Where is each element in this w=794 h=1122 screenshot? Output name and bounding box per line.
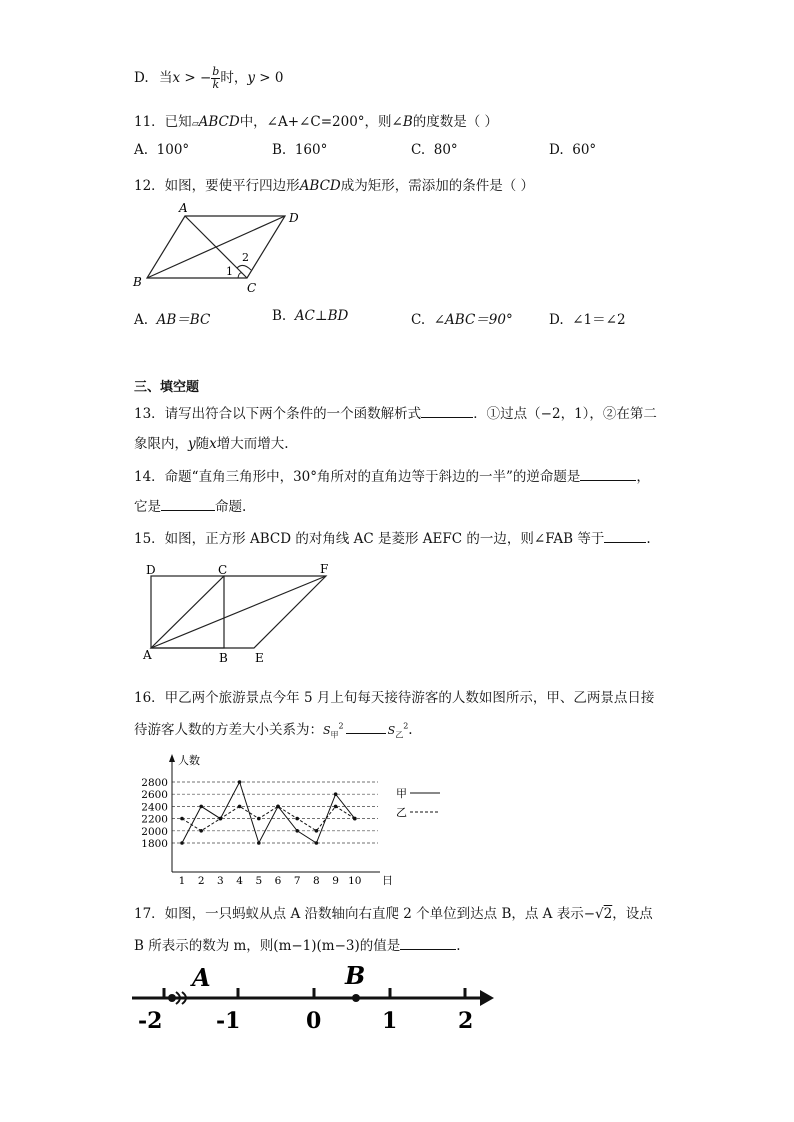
angle-1-arc (238, 273, 242, 278)
chart-y-axis (141, 753, 200, 872)
option-label: D. (549, 142, 564, 158)
q13-line-2 (134, 432, 289, 452)
q14-line2-pre: 它是 (134, 499, 161, 515)
y-tick-label: 2400 (141, 801, 168, 814)
q12-stem (134, 174, 534, 194)
x-tick-label: 8 (313, 875, 320, 887)
q15-stem-post: . (646, 531, 651, 547)
data-point (180, 841, 184, 845)
q15-square-rhombus-figure (140, 560, 340, 670)
option-text: AC⊥BD (294, 308, 349, 324)
s-jia: S (323, 724, 331, 737)
q12-parallelogram-figure (125, 200, 325, 295)
q11-option-c (411, 142, 458, 158)
label-a: A (192, 963, 211, 992)
label-b: B (133, 275, 142, 289)
option-text: AB＝BC (156, 312, 211, 328)
q11-stem-pre: 11．已知 (134, 114, 192, 130)
q13-line1-post: ．①过点（−2，1），②在第二 (473, 406, 657, 422)
q17-number-line (128, 960, 498, 1035)
y-axis-label: 人数 (178, 754, 200, 767)
q17-line1-pre: 17．如图，一只蚂蚁从点 A 沿数轴向右直爬 2 个单位到达点 B，点 A 表示 (134, 906, 584, 922)
sup-yi: 2 (403, 721, 409, 731)
q17-line1-post: ，设点 (612, 906, 653, 922)
q12-abcd: ABCD (299, 178, 341, 194)
label-b: B (219, 651, 228, 665)
x-tick-label: 2 (197, 875, 205, 887)
label-f: F (320, 562, 329, 576)
data-point (276, 805, 280, 809)
var-y: y (188, 436, 196, 452)
data-point (238, 805, 242, 809)
answer-blank[interactable] (346, 721, 386, 734)
label-e: E (255, 651, 264, 665)
data-point (257, 841, 261, 845)
data-point (295, 829, 299, 833)
x-tick-label: 4 (236, 875, 243, 887)
y-tick-label: 2600 (141, 789, 168, 802)
q16-line-2 (134, 718, 413, 741)
option-tail: > 0 (254, 70, 284, 86)
option-text: 60° (572, 142, 597, 158)
option-text-pre: 当 (158, 70, 173, 86)
data-point (238, 780, 242, 784)
answer-blank[interactable] (161, 498, 215, 511)
option-text: ∠1＝∠2 (572, 312, 626, 328)
y-tick-label: 2000 (141, 825, 168, 838)
q11-option-b (272, 142, 327, 158)
q12-option-b (272, 308, 348, 324)
label-a: A (143, 648, 152, 662)
chart-series (180, 780, 356, 845)
sub-yi: 乙 (395, 730, 404, 740)
s-yi: S (387, 724, 396, 737)
q16-line-chart (128, 748, 458, 890)
label-1: 1 (226, 265, 233, 278)
option-label: A. (134, 312, 149, 328)
tick-label-2: 2 (458, 1008, 474, 1034)
answer-blank[interactable] (421, 405, 473, 418)
q14-line-2 (134, 495, 246, 515)
label-c: C (218, 563, 228, 577)
answer-blank[interactable] (400, 937, 456, 950)
tick-label-m2: -2 (138, 1008, 163, 1034)
q12-option-c (411, 308, 513, 328)
x-tick-label: 9 (332, 875, 339, 887)
var-y: y (247, 70, 255, 86)
data-point (353, 817, 357, 821)
sqrt-value: 2 (603, 906, 613, 922)
q12-option-d (549, 308, 626, 328)
section-title: 三、填空题 (134, 380, 200, 395)
q13-line1-pre: 13．请写出符合以下两个条件的一个函数解析式 (134, 406, 422, 422)
x-tick-label: 3 (217, 875, 224, 887)
y-tick-label: 2200 (141, 813, 168, 826)
y-tick-label: 1800 (141, 838, 168, 850)
y-tick-label: 2800 (141, 777, 168, 789)
data-point (334, 805, 338, 809)
chart-legend (396, 787, 440, 819)
q13-line2-pre: 象限内， (134, 436, 188, 452)
tick-label-0: 0 (306, 1008, 322, 1034)
label-b: B (345, 961, 366, 990)
option-label: A. (134, 142, 149, 158)
q14-line1-post: ， (636, 469, 650, 485)
sub-jia: 甲 (330, 730, 339, 740)
legend-label: 乙 (396, 806, 407, 819)
x-tick-label: 10 (348, 875, 362, 887)
sqrt-icon: √ (595, 906, 604, 922)
minus-sign: − (583, 906, 596, 922)
data-point (180, 817, 184, 821)
q12-stem-pre: 12．如图，要使平行四边形 (134, 178, 300, 194)
q15-stem-pre: 15．如图，正方形 ABCD 的对角线 AC 是菱形 AEFC 的一边，则∠FAB 等于 (134, 531, 605, 547)
data-point (334, 792, 338, 796)
diagonal-bd (147, 216, 285, 278)
option-label: D. (134, 70, 149, 86)
option-text: 160° (294, 142, 328, 158)
q12-stem-post: 成为矩形，需添加的条件是（ ） (340, 178, 535, 194)
answer-blank[interactable] (580, 468, 636, 481)
q14-line1-pre: 14．命题“直角三角形中，30°角所对的直角边等于斜边的一半”的逆命题是 (134, 469, 581, 485)
q15-stem (134, 527, 651, 547)
x-tick-label: 1 (178, 875, 186, 887)
q17-line2-post: . (456, 938, 461, 954)
parallelogram-symbol: ▱ (191, 119, 199, 129)
label-a: A (179, 201, 188, 215)
q12-option-a (134, 308, 210, 328)
arrow-head-icon (480, 990, 494, 1006)
q10-option-d (134, 66, 283, 91)
q13-line2-mid: 随 (195, 436, 210, 452)
chart-x-axis (172, 872, 393, 887)
data-point (295, 817, 299, 821)
q16-line2-pre: 待游客人数的方差大小关系为： (134, 722, 323, 738)
label-c: C (247, 281, 257, 295)
data-point (315, 841, 319, 845)
option-label: C. (411, 312, 426, 328)
sup-jia: 2 (338, 721, 344, 731)
data-point (199, 805, 203, 809)
fraction-numerator: b (212, 65, 220, 78)
q17-line2-pre: B 所表示的数为 m，则(m−1)(m−3)的值是 (134, 938, 401, 954)
gt-sign: > − (180, 70, 212, 86)
option-label: B. (272, 308, 287, 324)
label-2: 2 (242, 251, 249, 264)
q16-line2-post: . (408, 722, 413, 738)
option-text: ∠ABC＝90° (433, 312, 513, 328)
tick-label-1: 1 (382, 1008, 398, 1034)
option-text: 100° (156, 142, 190, 158)
legend-label: 甲 (396, 787, 407, 800)
q11-option-d (549, 142, 596, 158)
option-label: D. (549, 312, 564, 328)
q11-stem (134, 110, 498, 130)
option-label: C. (411, 142, 426, 158)
diagonal-af (151, 576, 326, 648)
var-x: x (172, 70, 181, 86)
option-label: B. (272, 142, 287, 158)
y-axis-arrow-icon (169, 754, 175, 762)
var-x: x (209, 436, 217, 452)
data-point (219, 817, 223, 821)
data-point (257, 817, 261, 821)
fraction-b-over-k (211, 66, 220, 91)
q11-b: B (402, 114, 413, 130)
q17-line-1 (134, 902, 653, 922)
label-d: D (289, 211, 299, 225)
q14-line-1 (134, 465, 650, 485)
q11-abcd: ABCD (198, 114, 240, 130)
point-b (352, 994, 360, 1002)
x-axis-label: 日 (382, 874, 393, 887)
option-text: 80° (433, 142, 458, 158)
q17-line-2 (134, 934, 461, 954)
q11-stem-post: 中，∠A+∠C=200°，则∠ (239, 114, 403, 130)
q13-line2-post: 增大而增大. (216, 436, 289, 452)
answer-blank[interactable] (604, 530, 646, 543)
q13-line-1 (134, 402, 657, 422)
q11-option-a (134, 142, 189, 158)
x-tick-label: 6 (274, 875, 282, 887)
tick-label-m1: -1 (216, 1008, 241, 1034)
x-tick-label: 5 (255, 875, 263, 887)
q16-line-1: 16．甲乙两个旅游景点今年 5 月上旬每天接待游客的人数如图所示，甲、乙两景点日接 (134, 690, 655, 706)
q11-stem-tail: 的度数是（ ） (412, 114, 499, 130)
data-point (199, 829, 203, 833)
x-tick-label: 7 (293, 875, 301, 887)
fraction-denominator: k (212, 78, 220, 91)
data-point (315, 829, 319, 833)
option-text-post: 时， (220, 70, 248, 86)
label-d: D (146, 563, 156, 577)
q14-line2-post: 命题. (215, 499, 247, 515)
point-a (168, 994, 176, 1002)
